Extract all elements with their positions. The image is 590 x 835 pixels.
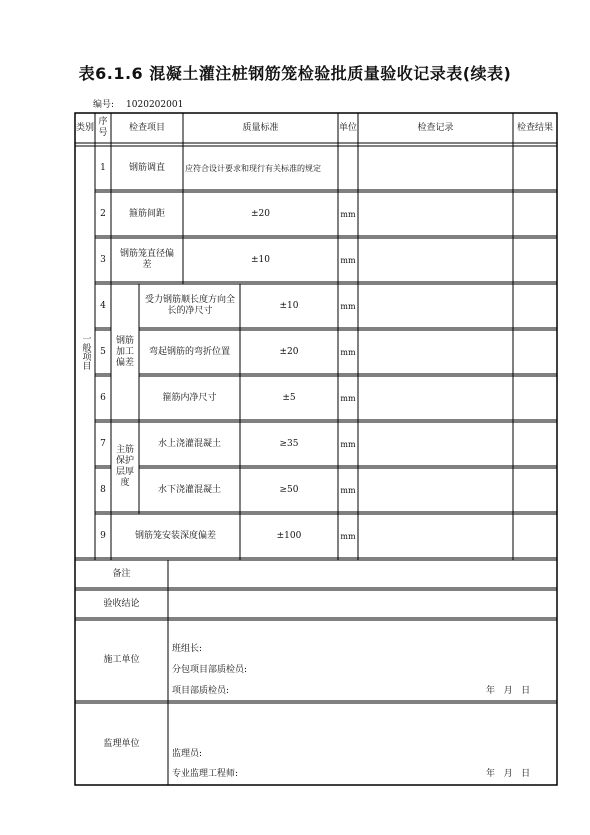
row-standard: ≥50 [279, 484, 299, 495]
row-item: 水上浇灌混凝土 [157, 438, 221, 449]
row-standard: ±100 [276, 530, 302, 541]
supervision-date: 年 月 日 [486, 768, 531, 779]
row-standard: ±20 [251, 208, 270, 219]
code-label: 编号: [93, 100, 115, 110]
group-processing: 钢筋加工偏差 [115, 335, 134, 368]
row-item: 钢筋笼安装深度偏差 [134, 530, 216, 541]
project-inspector-field: 项目部质检员: [172, 685, 230, 696]
row-standard: ±20 [279, 346, 299, 357]
header-item: 检查项目 [128, 122, 165, 133]
row-seq: 8 [100, 484, 106, 495]
row-item: 弯起钢筋的弯折位置 [148, 346, 230, 357]
header-record: 检查记录 [417, 122, 454, 133]
row-item: 受力钢筋顺长度方向全长的净尺寸 [144, 295, 235, 316]
header-seq: 序号 [98, 117, 108, 138]
row-seq: 7 [100, 438, 106, 449]
row-standard: ≥35 [279, 438, 299, 449]
row-unit: mm [340, 301, 356, 311]
row-seq: 5 [100, 346, 106, 357]
row-seq: 2 [100, 208, 106, 219]
row-item: 钢筋笼直径偏差 [119, 249, 174, 270]
row-standard: 应符合设计要求和现行有关标准的规定 [185, 163, 321, 173]
row-unit: mm [340, 531, 356, 541]
remarks-label: 备注 [112, 568, 131, 579]
sub-inspector-field: 分包项目部质检员: [172, 664, 248, 675]
row-seq: 3 [100, 254, 106, 265]
group-cover: 主筋保护层厚度 [115, 445, 134, 488]
header-result: 检查结果 [516, 122, 553, 133]
category-general: 一般项目 [80, 334, 91, 370]
team-leader-field: 班组长: [172, 643, 203, 654]
row-standard: ±10 [251, 254, 270, 265]
row-item: 箍筋间距 [128, 208, 165, 219]
row-seq: 4 [100, 300, 106, 311]
row-item: 箍筋内净尺寸 [162, 392, 217, 403]
row-unit: mm [340, 393, 356, 403]
row-seq: 6 [100, 392, 106, 403]
header-unit: 单位 [338, 122, 357, 133]
construction-label: 施工单位 [103, 655, 140, 665]
row-seq: 9 [100, 530, 106, 541]
row-unit: mm [340, 439, 356, 449]
header-category: 类别 [75, 122, 94, 133]
supervisor-field: 监理员: [172, 748, 203, 759]
row-seq: 1 [100, 162, 106, 173]
row-standard: ±5 [282, 392, 296, 403]
row-standard: ±10 [279, 300, 299, 311]
page-title: 表6.1.6 混凝土灌注桩钢筋笼检验批质量验收记录表(续表) [78, 64, 512, 83]
conclusion-label: 验收结论 [103, 598, 140, 609]
header-standard: 质量标准 [242, 122, 279, 133]
row-item: 钢筋调直 [128, 162, 165, 173]
row-item: 水下浇灌混凝土 [157, 484, 221, 495]
supervision-label: 监理单位 [103, 739, 140, 749]
construction-date: 年 月 日 [486, 685, 531, 696]
row-unit: mm [340, 347, 356, 357]
row-unit: mm [340, 209, 356, 219]
row-unit: mm [340, 485, 356, 495]
row-unit: mm [340, 255, 356, 265]
code-value: 1020202001 [126, 100, 184, 110]
engineer-field: 专业监理工程师: [172, 768, 239, 779]
